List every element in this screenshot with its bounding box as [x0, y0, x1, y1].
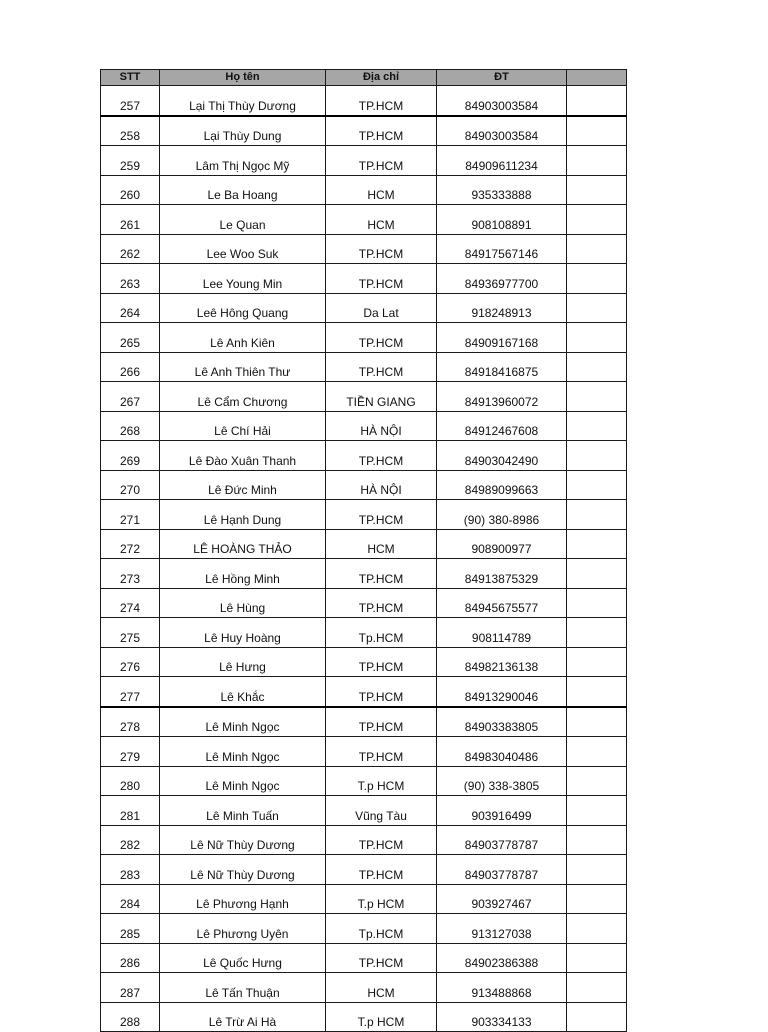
cell-extra [567, 175, 627, 205]
cell-phone: (90) 380-8986 [437, 500, 567, 530]
cell-name: Lee Young Min [160, 264, 326, 294]
cell-name: Lê Hồng Minh [160, 559, 326, 589]
cell-address: TP.HCM [326, 500, 437, 530]
spreadsheet [100, 69, 626, 1029]
cell-address: HCM [326, 175, 437, 205]
cell-stt: 281 [101, 796, 160, 826]
cell-extra [567, 411, 627, 441]
table-row [101, 470, 627, 500]
cell-address: TP.HCM [326, 323, 437, 353]
header-phone: ĐT [437, 70, 567, 86]
cell-address: Vũng Tàu [326, 796, 437, 826]
cell-address: HÀ NỘI [326, 470, 437, 500]
cell-extra [567, 766, 627, 796]
cell-stt: 278 [101, 707, 160, 737]
table-row [101, 884, 627, 914]
cell-phone: (90) 338-3805 [437, 766, 567, 796]
cell-phone: 84945675577 [437, 588, 567, 618]
cell-extra [567, 677, 627, 707]
table-row [101, 973, 627, 1003]
cell-extra [567, 825, 627, 855]
cell-extra [567, 796, 627, 826]
table-row [101, 323, 627, 353]
cell-address: TP.HCM [326, 737, 437, 767]
cell-extra [567, 618, 627, 648]
cell-stt: 285 [101, 914, 160, 944]
cell-phone: 84912467608 [437, 411, 567, 441]
cell-stt: 273 [101, 559, 160, 589]
cell-phone: 913127038 [437, 914, 567, 944]
table-row [101, 914, 627, 944]
table-row [101, 500, 627, 530]
cell-address: TIỀN GIANG [326, 382, 437, 412]
cell-phone: 84903042490 [437, 441, 567, 471]
table-row [101, 441, 627, 471]
cell-stt: 286 [101, 943, 160, 973]
cell-address: TP.HCM [326, 116, 437, 146]
table-row [101, 855, 627, 885]
cell-extra [567, 323, 627, 353]
cell-stt: 257 [101, 86, 160, 116]
cell-extra [567, 973, 627, 1003]
cell-phone: 84902386388 [437, 943, 567, 973]
cell-extra [567, 146, 627, 176]
table-row [101, 205, 627, 235]
cell-extra [567, 914, 627, 944]
table-row [101, 411, 627, 441]
cell-phone: 913488868 [437, 973, 567, 1003]
cell-name: LÊ HOÀNG THẢO [160, 529, 326, 559]
cell-name: Leê Hông Quang [160, 293, 326, 323]
table-row [101, 766, 627, 796]
cell-stt: 284 [101, 884, 160, 914]
cell-stt: 277 [101, 677, 160, 707]
cell-phone: 935333888 [437, 175, 567, 205]
cell-phone: 908114789 [437, 618, 567, 648]
header-extra [567, 70, 627, 86]
table-row [101, 175, 627, 205]
cell-extra [567, 500, 627, 530]
cell-extra [567, 884, 627, 914]
cell-phone: 84909611234 [437, 146, 567, 176]
cell-extra [567, 559, 627, 589]
cell-address: TP.HCM [326, 677, 437, 707]
cell-stt: 288 [101, 1002, 160, 1032]
table-row [101, 707, 627, 737]
cell-extra [567, 588, 627, 618]
cell-address: T.p HCM [326, 1002, 437, 1032]
cell-address: HCM [326, 529, 437, 559]
cell-phone: 84913960072 [437, 382, 567, 412]
cell-stt: 274 [101, 588, 160, 618]
cell-stt: 271 [101, 500, 160, 530]
cell-address: Tp.HCM [326, 914, 437, 944]
cell-address: Da Lat [326, 293, 437, 323]
cell-name: Lê Đào Xuân Thanh [160, 441, 326, 471]
table-row [101, 293, 627, 323]
cell-address: TP.HCM [326, 352, 437, 382]
cell-stt: 269 [101, 441, 160, 471]
cell-name: Lê Hạnh Dung [160, 500, 326, 530]
table-row [101, 529, 627, 559]
cell-phone: 84917567146 [437, 234, 567, 264]
cell-extra [567, 234, 627, 264]
header-name: Họ tên [160, 70, 326, 86]
cell-stt: 280 [101, 766, 160, 796]
cell-extra [567, 470, 627, 500]
cell-stt: 266 [101, 352, 160, 382]
contact-table [100, 69, 627, 1032]
cell-phone: 84903003584 [437, 86, 567, 116]
cell-stt: 272 [101, 529, 160, 559]
cell-stt: 261 [101, 205, 160, 235]
cell-stt: 265 [101, 323, 160, 353]
cell-stt: 259 [101, 146, 160, 176]
cell-address: TP.HCM [326, 707, 437, 737]
table-row [101, 618, 627, 648]
cell-extra [567, 855, 627, 885]
cell-extra [567, 529, 627, 559]
cell-phone: 918248913 [437, 293, 567, 323]
cell-stt: 282 [101, 825, 160, 855]
cell-address: HCM [326, 973, 437, 1003]
cell-phone: 84918416875 [437, 352, 567, 382]
cell-stt: 287 [101, 973, 160, 1003]
table-row [101, 352, 627, 382]
cell-stt: 279 [101, 737, 160, 767]
cell-stt: 264 [101, 293, 160, 323]
cell-name: Lê Hưng [160, 647, 326, 677]
cell-phone: 908108891 [437, 205, 567, 235]
cell-name: Lại Thùy Dung [160, 116, 326, 146]
table-row [101, 1002, 627, 1032]
cell-phone: 84913875329 [437, 559, 567, 589]
cell-phone: 84903778787 [437, 855, 567, 885]
cell-address: TP.HCM [326, 146, 437, 176]
cell-stt: 276 [101, 647, 160, 677]
cell-phone: 903334133 [437, 1002, 567, 1032]
cell-stt: 262 [101, 234, 160, 264]
cell-name: Lâm Thị Ngọc Mỹ [160, 146, 326, 176]
cell-stt: 258 [101, 116, 160, 146]
cell-extra [567, 441, 627, 471]
cell-name: Lee Woo Suk [160, 234, 326, 264]
table-row [101, 146, 627, 176]
cell-phone: 903927467 [437, 884, 567, 914]
cell-stt: 275 [101, 618, 160, 648]
cell-name: Lê Anh Thiên Thư [160, 352, 326, 382]
cell-stt: 260 [101, 175, 160, 205]
cell-extra [567, 264, 627, 294]
cell-extra [567, 116, 627, 146]
cell-phone: 84989099663 [437, 470, 567, 500]
header-row [101, 70, 627, 86]
cell-name: Lại Thị Thùy Dương [160, 86, 326, 116]
cell-name: Lê Đức Minh [160, 470, 326, 500]
cell-name: Lê Hùng [160, 588, 326, 618]
table-row [101, 86, 627, 116]
cell-name: Lê Nữ Thùy Dương [160, 825, 326, 855]
table-row [101, 677, 627, 707]
cell-name: Lê Phương Hạnh [160, 884, 326, 914]
cell-name: Lê Minh Tuấn [160, 796, 326, 826]
cell-address: TP.HCM [326, 588, 437, 618]
cell-extra [567, 737, 627, 767]
header-stt: STT [101, 70, 160, 86]
table-row [101, 382, 627, 412]
cell-phone: 84909167168 [437, 323, 567, 353]
cell-address: Tp.HCM [326, 618, 437, 648]
cell-name: Lê Cẩm Chương [160, 382, 326, 412]
cell-extra [567, 352, 627, 382]
cell-address: TP.HCM [326, 559, 437, 589]
cell-name: Lê Khắc [160, 677, 326, 707]
cell-address: HCM [326, 205, 437, 235]
header-address: Địa chỉ [326, 70, 437, 86]
cell-name: Lê Minh Ngọc [160, 766, 326, 796]
cell-name: Lê Minh Ngọc [160, 707, 326, 737]
cell-address: TP.HCM [326, 647, 437, 677]
cell-extra [567, 293, 627, 323]
cell-phone: 84903003584 [437, 116, 567, 146]
table-row [101, 559, 627, 589]
table-row [101, 647, 627, 677]
cell-address: TP.HCM [326, 855, 437, 885]
cell-address: TP.HCM [326, 86, 437, 116]
cell-name: Lê Anh Kiên [160, 323, 326, 353]
cell-name: Lê Nữ Thùy Dương [160, 855, 326, 885]
cell-name: Lê Minh Ngọc [160, 737, 326, 767]
cell-name: Le Quan [160, 205, 326, 235]
cell-name: Lê Chí Hải [160, 411, 326, 441]
cell-phone: 84903778787 [437, 825, 567, 855]
cell-name: Lê Tấn Thuận [160, 973, 326, 1003]
table-row [101, 737, 627, 767]
table-body [101, 86, 627, 1032]
cell-address: HÀ NỘI [326, 411, 437, 441]
cell-phone: 84982136138 [437, 647, 567, 677]
cell-address: T.p HCM [326, 884, 437, 914]
cell-address: TP.HCM [326, 441, 437, 471]
table-row [101, 234, 627, 264]
cell-extra [567, 943, 627, 973]
cell-address: TP.HCM [326, 234, 437, 264]
cell-name: Lê Huy Hoàng [160, 618, 326, 648]
cell-address: T.p HCM [326, 766, 437, 796]
cell-phone: 84983040486 [437, 737, 567, 767]
cell-stt: 263 [101, 264, 160, 294]
cell-stt: 268 [101, 411, 160, 441]
table-row [101, 116, 627, 146]
cell-phone: 908900977 [437, 529, 567, 559]
cell-name: Lê Phương Uyên [160, 914, 326, 944]
table-row [101, 943, 627, 973]
cell-phone: 84913290046 [437, 677, 567, 707]
cell-address: TP.HCM [326, 264, 437, 294]
cell-phone: 903916499 [437, 796, 567, 826]
cell-extra [567, 382, 627, 412]
cell-name: Lê Quốc Hưng [160, 943, 326, 973]
cell-address: TP.HCM [326, 943, 437, 973]
cell-stt: 267 [101, 382, 160, 412]
table-row [101, 825, 627, 855]
cell-stt: 270 [101, 470, 160, 500]
cell-address: TP.HCM [326, 825, 437, 855]
table-row [101, 588, 627, 618]
cell-name: Le Ba Hoang [160, 175, 326, 205]
cell-phone: 84903383805 [437, 707, 567, 737]
cell-name: Lê Trừ Ai Hà [160, 1002, 326, 1032]
cell-phone: 84936977700 [437, 264, 567, 294]
cell-extra [567, 86, 627, 116]
table-row [101, 264, 627, 294]
table-row [101, 796, 627, 826]
cell-extra [567, 647, 627, 677]
cell-stt: 283 [101, 855, 160, 885]
cell-extra [567, 1002, 627, 1032]
cell-extra [567, 205, 627, 235]
cell-extra [567, 707, 627, 737]
